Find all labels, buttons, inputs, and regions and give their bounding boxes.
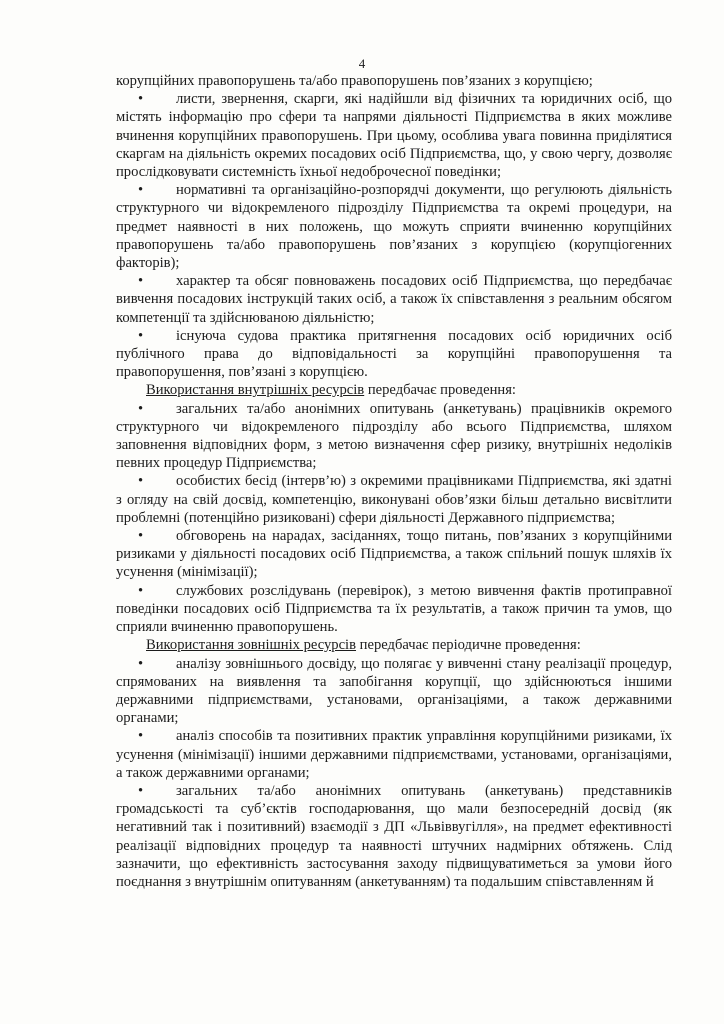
bullet-icon: • (138, 473, 144, 490)
list-item (116, 400, 672, 473)
document-body (116, 72, 672, 891)
list-item (116, 272, 672, 327)
page-number: 4 (358, 56, 366, 71)
section-heading: Використання зовнішніх ресурсів (146, 637, 357, 654)
bullet-icon: • (138, 655, 144, 672)
bullet-icon: • (138, 400, 144, 417)
list-item-text: існуюча судова практика притягнення посадових осіб юридичних осіб публічного права до відповідальності за корупційні правопорушення та правопорушення, пов’язані з корупцією. (116, 327, 672, 381)
list-item-text: особистих бесід (інтерв’ю) з окремими працівниками Підприємства, які здатні з огляду на свій досвід, компетенцію, виконувані обов’язки більш детально висвітлити проблемні (потенційно ризиковані) сфери діяльності Державного підприємства; (116, 473, 672, 526)
list-item-text: характер та обсяг повноважень посадових осіб Підприємства, що передбачає вивчення посадових інструкцій таких осіб, а також їх співставлення з реальним обсягом компетенції та здійснюваною діяльністю; (116, 273, 672, 326)
bullet-icon: • (138, 582, 144, 599)
list-item (116, 472, 672, 527)
bullet-icon: • (138, 327, 144, 344)
section-intro: передбачає періодичне проведення: (356, 637, 581, 654)
section-intro: передбачає проведення: (364, 382, 516, 399)
bullet-icon: • (138, 528, 144, 545)
list-item-text: аналіз способів та позитивних практик управління корупційними ризиками, їх усунення (мінімізації) іншими державними підприємствами, установами, організаціями, а також державними органами; (116, 728, 672, 781)
section-external-resources (116, 636, 672, 654)
list-item-text: нормативні та організаційно-розпорядчі документи, що регулюють діяльність структурного чи відокремленого підрозділу Підприємства та окремі процедури, на предмет наявності в них положень, що можуть сприяти вчиненню корупційних правопорушень та/або правопорушень пов’язаних з корупцією (корупціогенних факторів); (116, 182, 672, 272)
list-item-text: загальних та/або анонімних опитувань (анкетувань) представників громадськості та суб’єктів господарювання, що мали безпосередній досвід (як негативний так і позитивний) взаємодії з ДП «Львіввугілля», на предмет ефективності реалізації відповідних процедур та наявності штучних надмірних обтяжень. Слід зазначити, що ефективність застосування заходу підвищуватиметься за умови його поєднання з внутрішнім опитуванням (анкетуванням) та подальшим співставленням й (116, 782, 672, 890)
intro-continuation: корупційних правопорушень та/або правопорушень пов’язаних з корупцією; (116, 73, 593, 89)
list-item (116, 181, 672, 272)
bullet-icon: • (138, 273, 144, 290)
list-item-text: листи, звернення, скарги, які надійшли від фізичних та юридичних осіб, що містять інформацію про сфери та напрями діяльності Підприємства в яких можливе вчинення корупційних правопорушень. При цьому, особлива увага повинна приділятися скаргам на діяльність окремих посадових осіб Підприємства, що, у свою чергу, дозволяє прослідковувати системність їхньої недоброчесної поведінки; (116, 91, 672, 181)
section-heading: Використання внутрішніх ресурсів (146, 382, 365, 399)
bullet-icon: • (138, 182, 144, 199)
list-item (116, 782, 672, 891)
bullet-icon: • (138, 728, 144, 745)
section-internal-resources (116, 381, 672, 399)
list-item-text: обговорень на нарадах, засіданнях, тощо питань, пов’язаних з корупційними ризиками у діяльності посадових осіб Підприємства, а також спільний пошук шляхів їх усунення (мінімізації); (116, 528, 672, 581)
list-item-text: службових розслідувань (перевірок), з метою вивчення фактів протиправної поведінки посадових осіб Підприємства та їх результатів, а також причин та умов, що сприяли вчиненню правопорушень. (116, 582, 672, 636)
list-item-text: аналізу зовнішнього досвіду, що полягає у вивченні стану реалізації процедур, спрямованих на виявлення та запобігання корупції, що здійснюються іншими державними підприємствами, установами, організаціями, а також державними органами; (116, 655, 672, 727)
bullet-icon: • (138, 782, 144, 799)
list-item-text: загальних та/або анонімних опитувань (анкетувань) працівників окремого структурного чи відокремленого підрозділу або всього Підприємства, шляхом заповнення відповідних форм, з метою визначення сфер ризику, внутрішніх недоліків певних процедур Підприємства; (116, 400, 672, 472)
list-item (116, 90, 672, 181)
list-item (116, 527, 672, 582)
list-item (116, 727, 672, 782)
list-item (116, 582, 672, 637)
list-item (116, 655, 672, 728)
bullet-icon: • (138, 91, 144, 108)
list-item (116, 327, 672, 382)
